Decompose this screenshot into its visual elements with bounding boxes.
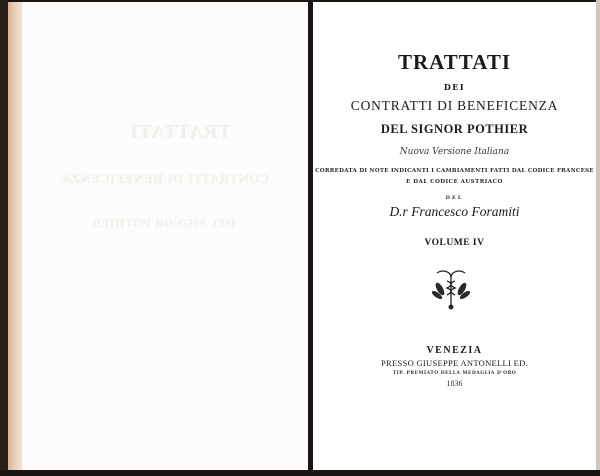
author-line: DEL SIGNOR POTHIER — [380, 122, 529, 136]
volume-number: VOLUME IV — [424, 238, 485, 248]
bleed-through-subtitle: CONTRATTI DI BENEFICENZA — [62, 172, 270, 186]
book-subtitle: CONTRATTI DI BENEFICENZA — [350, 98, 559, 113]
printer-note: TIP. PREMIATO DELLA MEDAGLIA D'ORO — [392, 371, 517, 376]
title-page — [313, 2, 596, 470]
edition-note: Nuova Versione Italiana — [399, 147, 510, 157]
publisher: PRESSO GIUSEPPE ANTONELLI ED. — [381, 358, 528, 368]
annotation-line-2: E DAL CODICE AUSTRIACO — [406, 179, 503, 185]
translator-connector: DEL — [445, 195, 464, 201]
left-page — [22, 2, 308, 470]
right-page-edge — [596, 0, 600, 476]
publication-year: 1836 — [446, 379, 463, 388]
caduceus-ornament-icon — [429, 267, 473, 311]
bleed-through-author: DEL SIGNOR POTHIER — [92, 217, 236, 230]
translator-name: D.r Francesco Foramiti — [389, 204, 520, 219]
book-title: TRATTATI — [397, 50, 512, 74]
title-connector: DEI — [443, 82, 466, 92]
publication-city: VENEZIA — [426, 345, 483, 356]
bottom-edge — [0, 470, 600, 476]
page-edges — [8, 2, 22, 472]
bleed-through-title: TRATTATI — [130, 122, 232, 143]
book-binding — [0, 0, 8, 476]
annotation-line-1: CORREDATA DI NOTE INDICANTI I CAMBIAMENTI FATTI DAL CODICE FRANCESE — [315, 168, 594, 174]
